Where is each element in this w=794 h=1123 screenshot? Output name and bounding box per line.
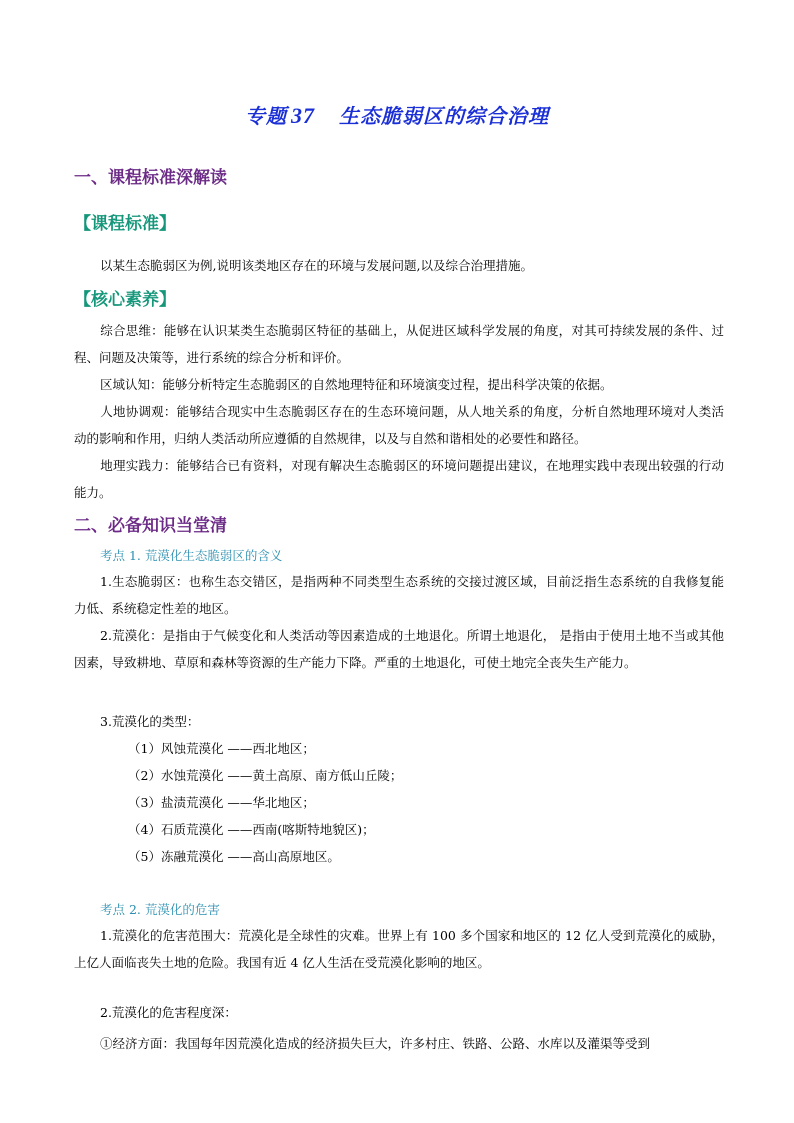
knowledge-p1-text: 1.生态脆弱区：也称生态交错区，是指两种不同类型生态系统的交接过渡区域，目前泛指生态系统的自我修复能力低、系统稳定性差的地区。	[74, 574, 724, 616]
point2-heading: 考点 2. 荒漠化的危害	[100, 902, 220, 917]
standard-heading: 【课程标准】	[74, 214, 176, 234]
type-item: （5）冻融荒漠化 ——高山高原地区。	[128, 849, 340, 864]
type-item: （2）水蚀荒漠化 ——黄土高原、南方低山丘陵；	[128, 768, 403, 783]
type-item: （1）风蚀荒漠化 ——西北地区；	[128, 741, 315, 756]
knowledge-paragraph-3	[74, 922, 724, 976]
knowledge-paragraph-4: 2.荒漠化的危害程度深：	[100, 1005, 237, 1020]
literacy-paragraph-2	[74, 371, 724, 398]
literacy-p1-text: 综合思维：能够在认识某类生态脆弱区特征的基础上，从促进区域科学发展的角度，对其可持续发展的条件、过程、问题及决策等，进行系统的综合分析和评价。	[74, 323, 724, 365]
knowledge-paragraph-5	[74, 1030, 724, 1057]
title-number: 37	[291, 103, 315, 128]
point1-heading: 考点 1. 荒漠化生态脆弱区的含义	[100, 548, 283, 563]
knowledge-paragraph-2	[74, 622, 724, 676]
knowledge-paragraph-1	[74, 568, 724, 622]
knowledge-p2-text: 2.荒漠化：是指由于气候变化和人类活动等因素造成的土地退化。所谓土地退化， 是指由于使用土地不当或其他因素，导致耕地、草原和森林等资源的生产能力下降。严重的土地退化，可使土地完全丧失生产能力。	[74, 628, 724, 670]
literacy-heading: 【核心素养】	[74, 290, 176, 310]
section2-heading: 二、必备知识当堂清	[74, 516, 227, 536]
literacy-p4-text: 地理实践力：能够结合已有资料，对现有解决生态脆弱区的环境问题提出建议，在地理实践中表现出较强的行动能力。	[74, 458, 724, 500]
page-title	[0, 100, 794, 129]
type-item: （4）石质荒漠化 ——西南(喀斯特地貌区)；	[128, 822, 375, 837]
literacy-p3-text: 人地协调观：能够结合现实中生态脆弱区存在的生态环境问题，从人地关系的角度，分析自然地理环境对人类活动的影响和作用，归纳人类活动所应遵循的自然规律，以及与自然和谐相处的必要性和路径。	[74, 404, 724, 446]
literacy-paragraph-1	[74, 317, 724, 371]
literacy-p2-text: 区域认知：能够分析特定生态脆弱区的自然地理特征和环境演变过程，提出科学决策的依据。	[100, 377, 613, 392]
types-heading: 3.荒漠化的类型：	[100, 714, 200, 729]
knowledge-p5-text: ①经济方面：我国每年因荒漠化造成的经济损失巨大，许多村庄、铁路、公路、水库以及灌渠等受到	[100, 1036, 651, 1051]
title-text: 生态脆弱区的综合治理	[339, 104, 549, 128]
literacy-paragraph-4	[74, 452, 724, 506]
section1-heading: 一、课程标准深解读	[74, 168, 227, 188]
knowledge-p3-text: 1.荒漠化的危害范围大：荒漠化是全球性的灾难。世界上有 100 多个国家和地区的 12 亿人受到荒漠化的威胁，上亿人面临丧失土地的危险。我国有近 4 亿人生活在受荒漠化影响的地区。	[74, 928, 724, 970]
standard-text: 以某生态脆弱区为例,说明该类地区存在的环境与发展问题,以及综合治理措施。	[100, 258, 533, 273]
literacy-paragraph-3	[74, 398, 724, 452]
title-prefix: 专题	[245, 104, 287, 128]
type-item: （3）盐渍荒漠化 ——华北地区；	[128, 795, 315, 810]
